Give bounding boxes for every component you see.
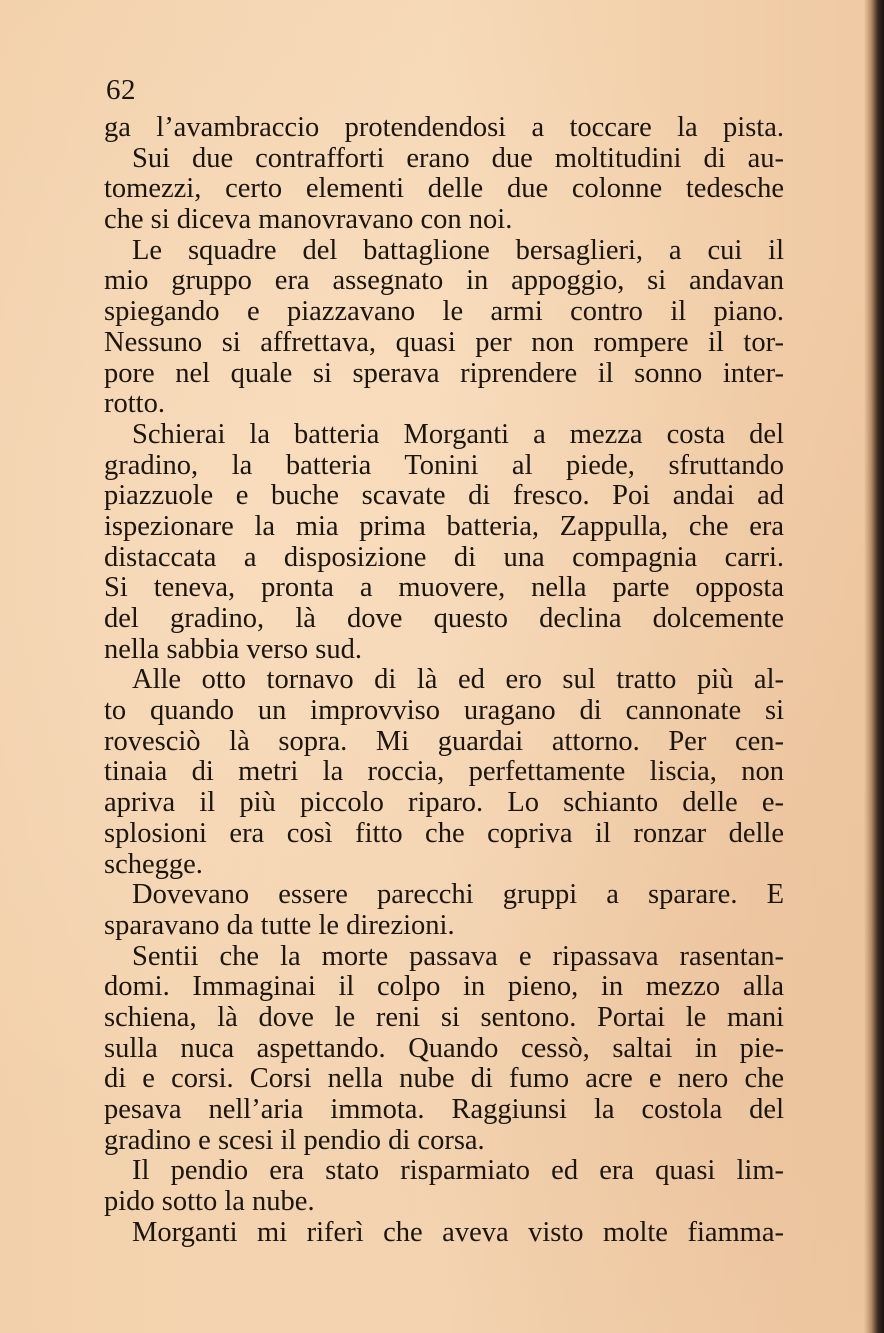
text-line: mio gruppo era assegnato in appoggio, si andavan <box>104 265 784 297</box>
text-line: Nessuno si affrettava, quasi per non rompere il tor- <box>104 326 784 358</box>
text-line: Si teneva, pronta a muovere, nella parte opposta <box>104 572 784 604</box>
text-line: domi. Immaginai il colpo in pieno, in mezzo alla <box>104 971 784 1003</box>
text-line: piazzuole e buche scavate di fresco. Poi andai ad <box>104 480 784 512</box>
text-line: rotto. <box>104 388 165 420</box>
text-line: pesava nell’aria immota. Raggiunsi la costola del <box>104 1094 784 1125</box>
text-line: nella sabbia verso sud. <box>104 633 363 665</box>
text-line: Il pendio era stato risparmiato ed era quasi lim- <box>132 1155 784 1187</box>
text-line: Sui due contrafforti erano due moltitudini di au- <box>132 142 784 174</box>
text-line: pido sotto la nube. <box>104 1186 315 1218</box>
text-line: gradino, la batteria Tonini al piede, sfruttando <box>104 449 784 481</box>
text-line: gradino e scesi il pendio di corsa. <box>104 1124 485 1156</box>
text-line: ispezionare la mia prima batteria, Zappulla, che era <box>104 510 784 542</box>
text-line: tomezzi, certo elementi delle due colonne tedesche <box>104 173 784 205</box>
text-line: ga l’avambraccio protendendosi a toccare la pista. <box>104 112 784 143</box>
text-line: che si diceva manovravano con noi. <box>104 204 513 236</box>
text-line: sulla nuca aspettando. Quando cessò, saltai in pie- <box>104 1032 784 1064</box>
text-line: schegge. <box>104 848 203 880</box>
text-line: Le squadre del battaglione bersaglieri, a cui il <box>132 234 784 266</box>
page-edge-shadow <box>864 0 884 1333</box>
text-line: del gradino, là dove questo declina dolcemente <box>104 603 784 634</box>
text-line: Dovevano essere parecchi gruppi a sparare. E <box>132 879 784 911</box>
text-line: Alle otto tornavo di là ed ero sul tratto più al- <box>132 664 784 696</box>
body-text <box>104 113 784 1248</box>
text-line: tinaia di metri la roccia, perfettamente liscia, non <box>104 756 784 788</box>
text-line: to quando un improvviso uragano di cannonate si <box>104 695 784 727</box>
text-line: Schierai la batteria Morganti a mezza costa del <box>132 418 784 450</box>
text-line: apriva il più piccolo riparo. Lo schianto delle e- <box>104 787 784 819</box>
text-line: di e corsi. Corsi nella nube di fumo acre e nero che <box>104 1063 784 1095</box>
page-number: 62 <box>106 74 136 106</box>
text-line: Morganti mi riferì che aveva visto molte fiamma- <box>132 1216 784 1248</box>
text-line: distaccata a disposizione di una compagnia carri. <box>104 541 784 573</box>
text-line: sparavano da tutte le direzioni. <box>104 909 455 941</box>
text-line: splosioni era così fitto che copriva il ronzar delle <box>104 817 784 849</box>
text-line: Sentii che la morte passava e ripassava rasentan- <box>132 940 784 972</box>
text-line: schiena, là dove le reni si sentono. Portai le mani <box>104 1001 784 1033</box>
text-line: pore nel quale si sperava riprendere il sonno inter- <box>104 357 784 389</box>
text-line: rovesciò là sopra. Mi guardai attorno. Per cen- <box>104 725 784 757</box>
text-line: spiegando e piazzavano le armi contro il piano. <box>104 296 784 328</box>
